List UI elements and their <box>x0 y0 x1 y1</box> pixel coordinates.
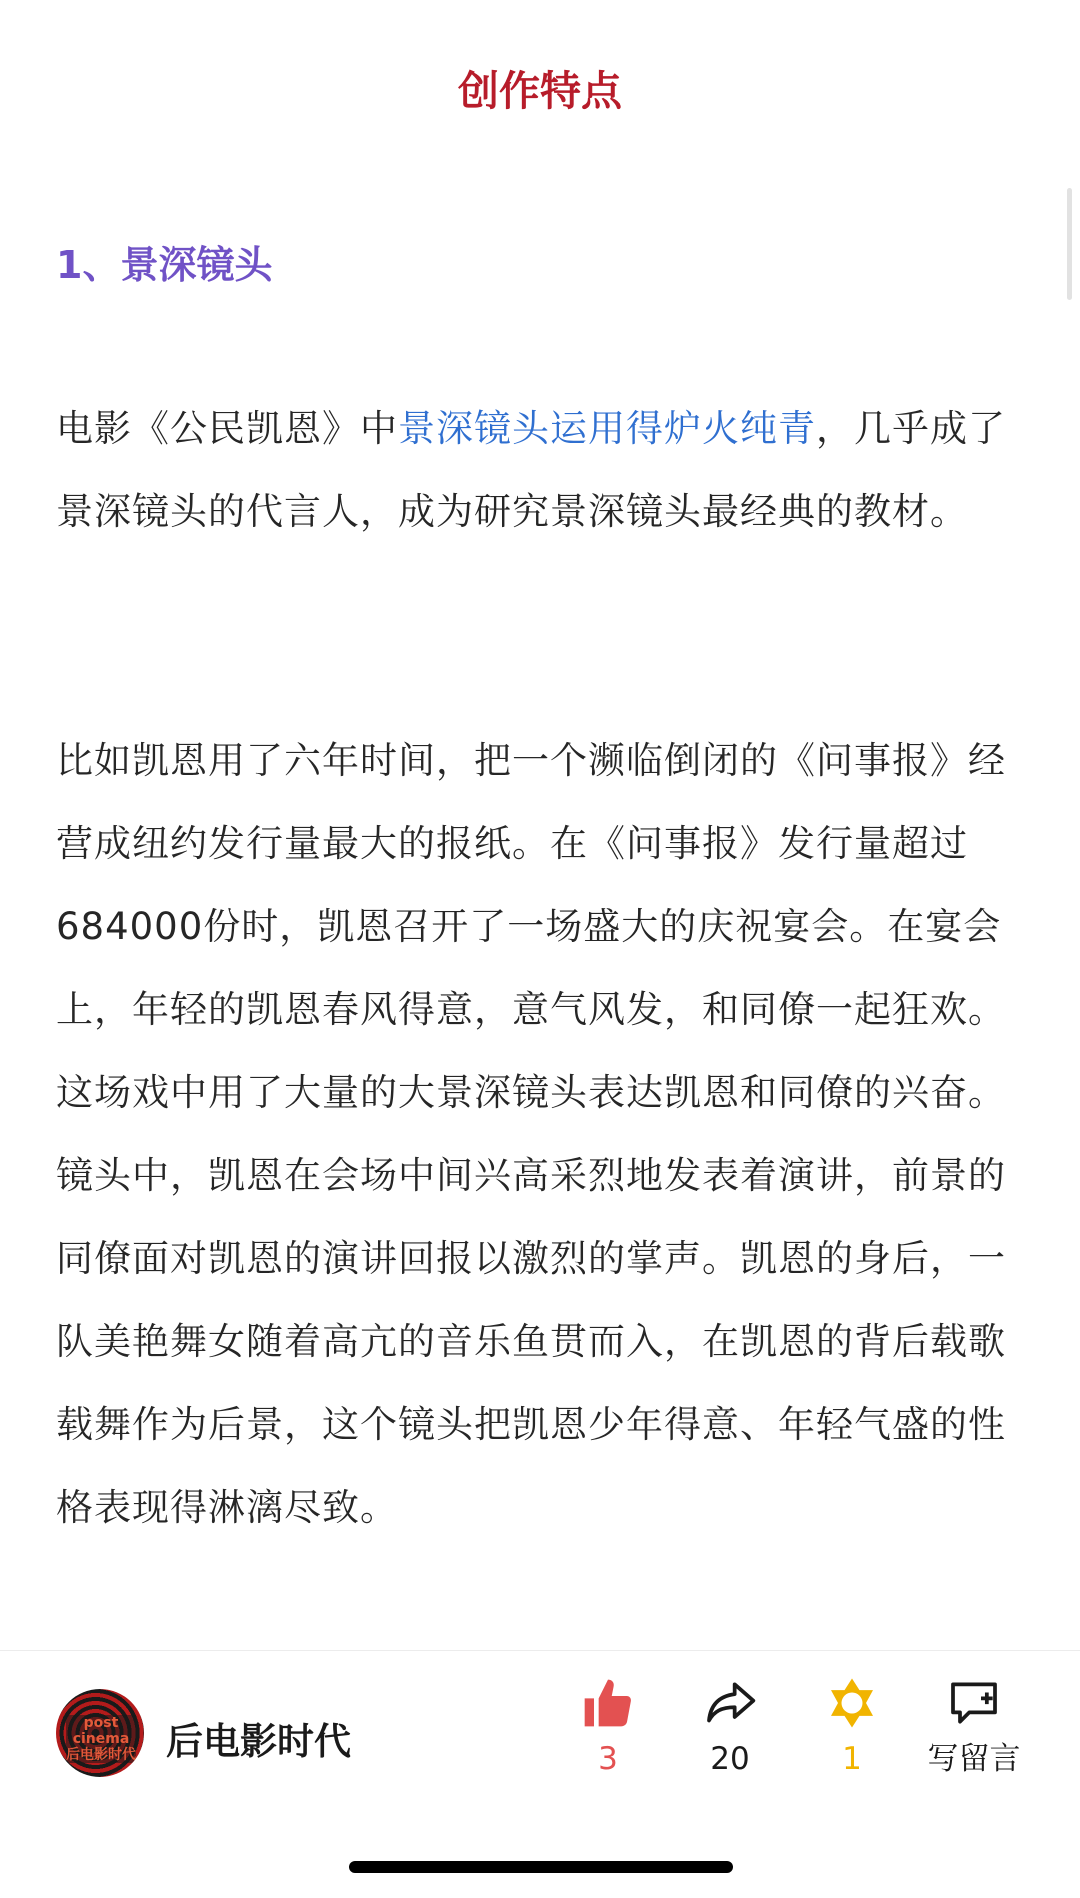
paragraph-text: ，几乎成了景深镜头的代言人，成为研究景深镜头最经典的教材。 <box>56 407 1006 533</box>
avatar[interactable] <box>56 1689 144 1777</box>
sub-heading: 1、景深镜头 <box>56 243 273 287</box>
like-count: 3 <box>598 1741 618 1777</box>
wow-button[interactable] <box>792 1675 912 1779</box>
scrollbar[interactable] <box>1067 188 1072 300</box>
section-title: 创作特点 <box>458 67 622 115</box>
article-paragraph-1 <box>56 387 1024 553</box>
share-count: 20 <box>710 1741 750 1777</box>
highlight-link[interactable]: 景深镜头运用得炉火纯青 <box>398 407 816 450</box>
paragraph-text: 比如凯恩用了六年时间，把一个濒临倒闭的《问事报》经营成纽约发行量最大的报纸。在《问事报》发行量超过684000份时，凯恩召开了一场盛大的庆祝宴会。在宴会上，年轻的凯恩春风得意，意气风发，和同僚一起狂欢。这场戏中用了大量的大景深镜头表达凯恩和同僚的兴奋。镜头中，凯恩在会场中间兴高采烈地发表着演讲，前景的同僚面对凯恩的演讲回报以激烈的掌声。凯恩的身后，一队美艳舞女随着高亢的音乐鱼贯而入，在凯恩的背后载歌载舞作为后景，这个镜头把凯恩少年得意、年轻气盛的性格表现得淋漓尽致。 <box>56 739 1006 1529</box>
like-button[interactable] <box>548 1675 668 1779</box>
account-name[interactable]: 后电影时代 <box>166 1720 351 1763</box>
wow-count: 1 <box>842 1741 862 1777</box>
share-arrow-icon <box>702 1675 758 1731</box>
avatar-logo-text: post cinema 后电影时代 <box>66 1715 136 1763</box>
share-button[interactable] <box>670 1675 790 1779</box>
article-paragraph-2 <box>56 719 1024 1549</box>
comment-button[interactable] <box>914 1675 1034 1779</box>
home-indicator[interactable] <box>349 1861 733 1873</box>
paragraph-text: 电影《公民凯恩》中 <box>56 407 398 450</box>
wow-star-icon <box>824 1675 880 1731</box>
comment-icon <box>946 1675 1002 1731</box>
comment-label: 写留言 <box>927 1741 1021 1777</box>
thumbs-up-icon <box>580 1675 636 1731</box>
